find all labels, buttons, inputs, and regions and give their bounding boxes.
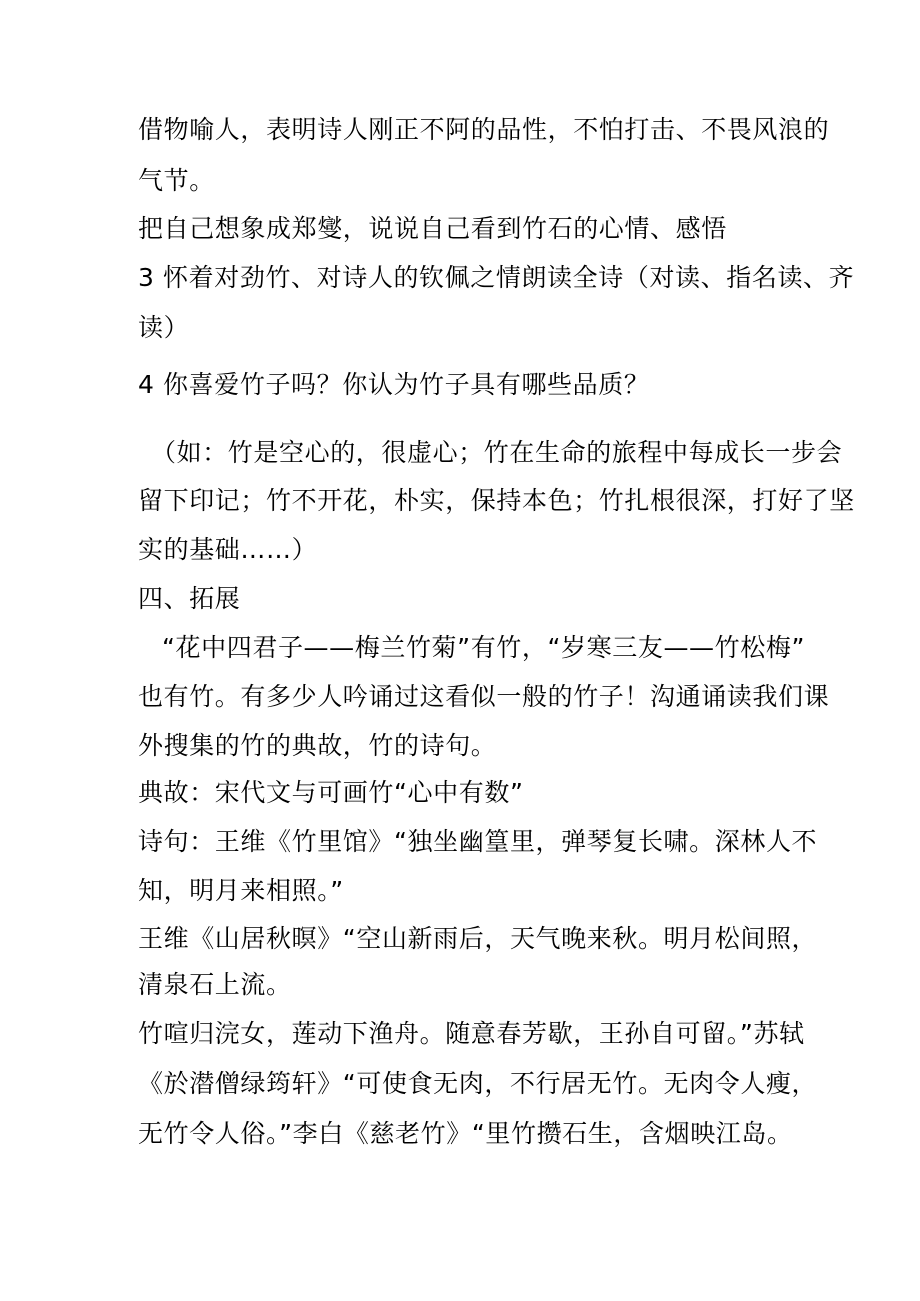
text-line: 典故：宋代文与可画竹“心中有数” (138, 778, 524, 807)
text-line: 竹喧归浣女，莲动下渔舟。随意春芳歇，王孙自可留。”苏轼 (138, 1019, 805, 1048)
text-line: 留下印记；竹不开花，朴实，保持本色；竹扎根很深，打好了坚 (138, 486, 855, 515)
text-line: 实的基础……） (138, 535, 318, 564)
text-line: 四、拓展 (138, 584, 241, 613)
text-line: 气节。 (138, 166, 215, 195)
text-line: （如：竹是空心的，很虚心；竹在生命的旅程中每成长一步会 (151, 438, 843, 467)
text-line: 也有竹。有多少人吟诵过这看似一般的竹子！沟通诵读我们课 (138, 682, 830, 711)
text-line: 读） (138, 313, 190, 342)
text-line: 诗句：王维《竹里馆》“独坐幽篁里，弹琴复长啸。深林人不 (138, 827, 818, 856)
text-line: 知，明月来相照。” (138, 876, 344, 905)
text-line: 3 怀着对劲竹、对诗人的钦佩之情朗读全诗（对读、指名读、齐 (138, 263, 855, 292)
text-line: 《於潜僧绿筠轩》“可使食无肉，不行居无竹。无肉令人瘦， (138, 1069, 818, 1098)
text-line: 借物喻人，表明诗人刚正不阿的品性，不怕打击、不畏风浪的 (138, 115, 830, 144)
text-line: “花中四君子——梅兰竹菊”有竹，“岁寒三友——竹松梅” (162, 633, 806, 662)
text-line: 王维《山居秋暝》“空山新雨后，天气晚来秋。明月松间照， (138, 924, 818, 953)
text-line: 清泉石上流。 (138, 970, 292, 999)
text-line: 外搜集的竹的典故，竹的诗句。 (138, 731, 497, 760)
text-line: 无竹令人俗。”李白《慈老竹》“里竹攒石生，含烟映江岛。 (138, 1119, 793, 1148)
text-line: 把自己想象成郑燮，说说自己看到竹石的心情、感悟 (138, 214, 727, 243)
text-line: 4 你喜爱竹子吗？你认为竹子具有哪些品质？ (138, 370, 650, 399)
